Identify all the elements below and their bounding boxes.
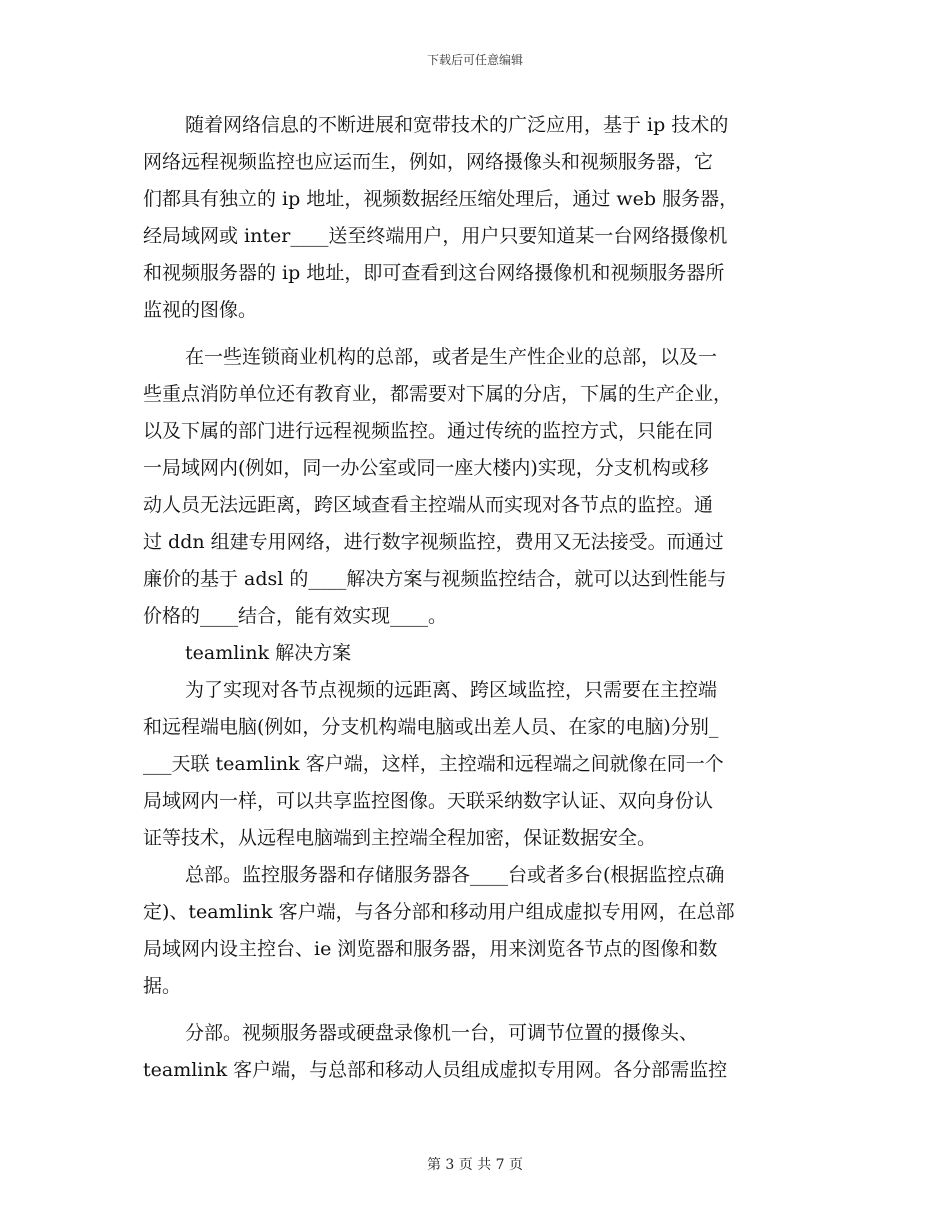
section-heading (143, 635, 807, 672)
text-line: 经局域网或 inter____送至终端用户，用户只要知道某一台网络摄像机 (143, 225, 728, 247)
text-line: 证等技术，从远程电脑端到主控端全程加密，保证数据安全。 (143, 827, 657, 849)
text-line: 过 ddn 组建专用网络，进行数字视频监控，费用又无法接受。而通过 (143, 531, 724, 553)
text-line: 总部。监控服务器和存储服务器各____台或者多台(根据监控点确 (185, 864, 725, 886)
paragraph (143, 672, 807, 857)
text-line: 在一些连锁商业机构的总部，或者是生产性企业的总部，以及一 (185, 346, 718, 368)
page-footer: 第 3 页 共 7 页 (426, 1157, 524, 1173)
text-line: 定)、teamlink 客户端，与各分部和移动用户组成虚拟专用网，在总部 (143, 901, 735, 923)
text-line: 为了实现对各节点视频的远距离、跨区域监控，只需要在主控端 (185, 679, 718, 701)
text-line: 廉价的基于 adsl 的____解决方案与视频监控结合，就可以达到性能与 (143, 568, 727, 590)
text-line: 监视的图像。 (143, 299, 258, 321)
text-line: 分部。视频服务器或硬盘录像机一台，可调节位置的摄像头、 (185, 1022, 699, 1044)
text-line: 价格的____结合，能有效实现____。 (143, 605, 448, 627)
text-line: 局域网内设主控台、ie 浏览器和服务器，用来浏览各节点的图像和数 (143, 938, 718, 960)
text-line: 一局域网内(例如，同一办公室或同一座大楼内)实现，分支机构或移 (143, 457, 709, 479)
paragraph (143, 107, 807, 329)
text-line: 网络远程视频监控也应运而生，例如，网络摄像头和视频服务器，它 (143, 151, 714, 173)
text-line: ___天联 teamlink 客户端，这样，主控端和远程端之间就像在同一个 (143, 753, 724, 775)
text-line: 以及下属的部门进行远程视频监控。通过传统的监控方式，只能在同 (143, 420, 714, 442)
text-line: 们都具有独立的 ip 地址，视频数据经压缩处理后，通过 web 服务器， (143, 188, 739, 210)
text-line: teamlink 客户端，与总部和移动人员组成虚拟专用网。各分部需监控 (143, 1059, 728, 1081)
text-line: 和远程端电脑(例如，分支机构端电脑或出差人员、在家的电脑)分别_ (143, 716, 719, 738)
text-line: 据。 (143, 975, 182, 997)
document-body (143, 107, 807, 1089)
paragraph (143, 1015, 807, 1089)
text-line: 动人员无法远距离，跨区域查看主控端从而实现对各节点的监控。通 (143, 494, 714, 516)
text-line: 随着网络信息的不断进展和宽带技术的广泛应用，基于 ip 技术的 (185, 114, 729, 136)
text-line: 些重点消防单位还有教育业，都需要对下属的分店，下属的生产企业， (143, 383, 733, 405)
page-header: 下载后可任意编辑 (426, 53, 523, 67)
paragraph (143, 857, 807, 1005)
text-line: 和视频服务器的 ip 地址，即可查看到这台网络摄像机和视频服务器所 (143, 262, 725, 284)
text-line: 局域网内一样，可以共享监控图像。天联采纳数字认证、双向身份认 (143, 790, 714, 812)
text-line: teamlink 解决方案 (185, 642, 352, 664)
paragraph (143, 339, 807, 635)
